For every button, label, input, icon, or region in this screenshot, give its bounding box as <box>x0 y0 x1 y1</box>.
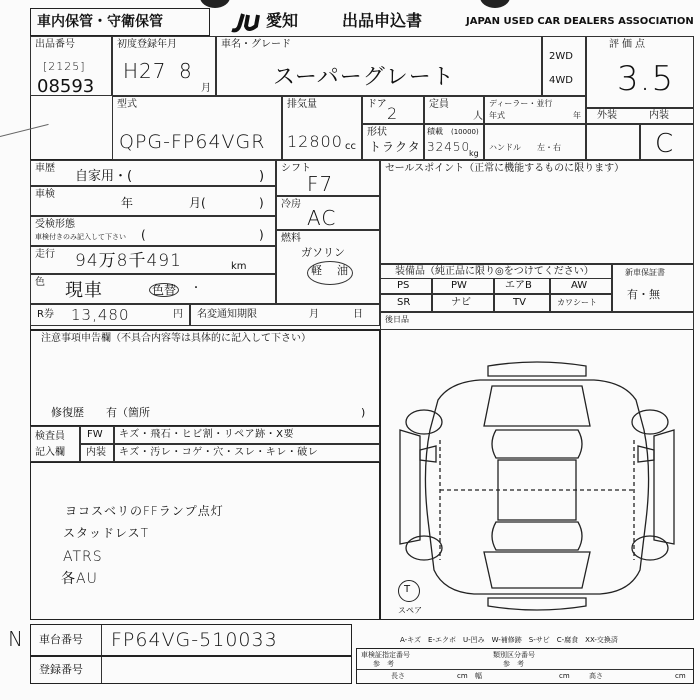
capacity-unit: 人 <box>473 111 483 122</box>
equip-tv-label: TV <box>513 297 526 308</box>
receipt-label: 受検形態 <box>35 219 75 230</box>
dealer-cell <box>484 96 586 124</box>
recycle-value: 13,480 <box>71 306 130 324</box>
registration-year: H27 <box>123 59 167 83</box>
scan-hole-mark <box>480 0 510 8</box>
class-label: 類別区分番号 <box>493 651 535 659</box>
repair-close: ) <box>361 406 366 419</box>
back-date-label: 後日品 <box>385 315 409 324</box>
shape-label: 形状 <box>367 127 387 138</box>
load-sub: (10000) <box>451 128 479 136</box>
history-close: ) <box>259 169 265 184</box>
interior-grade: C <box>655 129 675 159</box>
drive-4wd: 4WD <box>549 75 573 86</box>
chassis-cell <box>30 624 352 656</box>
color-cell <box>30 274 276 304</box>
car-name-value: スーパーグレート <box>273 65 455 90</box>
damage-legend: A-キズ E-エクボ U-凹み W-補修跡 S-サビ C-腐食 XX-交換済 <box>400 636 618 644</box>
shift-value: F7 <box>307 172 334 196</box>
cert-ref: 参 考 <box>373 660 394 668</box>
handwritten-area <box>30 462 380 620</box>
equip-ps <box>380 278 432 294</box>
doors-value: 2 <box>387 104 399 123</box>
brand-name: 愛知 <box>266 11 299 30</box>
fuel-gasoline: ガソリン <box>301 246 345 259</box>
registration-month-unit: 月 <box>201 83 211 94</box>
back-date-cell <box>380 312 694 330</box>
inspection-close: ) <box>259 196 264 210</box>
lot-bracket: [2125] <box>43 60 86 73</box>
height-unit: cm <box>675 672 686 680</box>
fuel-circle-mark <box>307 261 353 285</box>
length-unit: cm <box>457 672 468 680</box>
inspector-int: 内装 <box>86 447 106 458</box>
fuel-cell <box>276 230 380 304</box>
cert-box <box>356 648 694 684</box>
hand-note-4: 各AU <box>61 571 98 587</box>
doors-label: ドア <box>367 99 387 110</box>
name-change-label: 名変通知期限 <box>197 309 257 320</box>
lot-cell <box>30 36 112 96</box>
displacement-cell <box>282 96 362 160</box>
inspection-label: 車検 <box>35 189 55 200</box>
form-title: 出品申込書 <box>342 11 423 30</box>
registration-no-label: 登録番号 <box>39 663 83 676</box>
drive-cell <box>542 36 586 96</box>
class-ref: 参 考 <box>503 660 524 668</box>
load-label: 積載 <box>427 127 443 136</box>
equip-navi <box>432 294 494 312</box>
recycle-cell <box>30 304 190 326</box>
chassis-divider <box>101 625 102 655</box>
storage-banner-text: 車内保管・守衛保管 <box>37 14 163 30</box>
margin-mark: N <box>8 627 24 651</box>
inspector-row1 <box>114 426 380 444</box>
inspector-int-cell <box>80 444 114 462</box>
shape-value: トラクタ <box>369 140 421 154</box>
equip-tv <box>494 294 550 312</box>
mileage-value: 94万8千491 <box>75 251 182 271</box>
color-dash: ・ <box>191 283 201 294</box>
equipment-label: 装備品（純正品に限り◎をつけてください） <box>395 266 594 277</box>
warranty-cell <box>612 264 694 312</box>
registration-cell <box>112 36 216 96</box>
aircon-value: AC <box>307 206 337 230</box>
load-cell <box>424 124 484 160</box>
receipt-close: ) <box>259 228 264 242</box>
warranty-label: 新車保証書 <box>625 268 665 277</box>
scan-hole-mark <box>200 0 230 8</box>
handle-options: 左・右 <box>537 143 561 152</box>
cert-label: 車検証指定番号 <box>361 651 410 659</box>
car-name-label: 車名・グレード <box>221 39 291 50</box>
equip-airbag <box>494 278 550 294</box>
registration-no-cell <box>30 656 352 684</box>
inspector-entry-label: 記入欄 <box>35 447 65 458</box>
mileage-unit: km <box>231 261 247 272</box>
dealer-label: ディーラー・並行 <box>489 99 553 108</box>
displacement-unit: cc <box>345 141 356 152</box>
equip-sr-label: SR <box>397 297 411 308</box>
aircon-cell <box>276 196 380 230</box>
mileage-label: 走行 <box>35 249 55 260</box>
hand-note-3: ATRS <box>63 549 103 565</box>
equip-ps-label: PS <box>397 280 410 291</box>
equip-aw-label: AW <box>571 280 588 291</box>
notes-box <box>30 330 380 426</box>
handle-label: ハンドル <box>489 143 521 152</box>
color-value: 現車 <box>65 280 103 301</box>
car-name-cell <box>216 36 542 96</box>
evaluation-label: 評価点 <box>609 39 648 50</box>
model-label: 型式 <box>117 99 137 110</box>
equip-sr <box>380 294 432 312</box>
inspector-row1-text: キズ・飛石・ヒビ割・リペア跡・X要 <box>119 429 294 440</box>
model-value: QPG-FP64VGR <box>119 131 266 153</box>
displacement-label: 排気量 <box>287 99 317 110</box>
history-cell <box>30 160 276 186</box>
height-label: 高さ <box>589 672 603 680</box>
inspector-label: 検査員 <box>35 431 65 442</box>
inspector-row2-text: キズ・汚レ・コゲ・穴・スレ・キレ・破レ <box>119 447 319 458</box>
registration-label: 初度登録年月 <box>117 39 177 50</box>
shift-label: シフト <box>281 163 311 174</box>
equip-airbag-label: エアB <box>505 280 532 291</box>
equip-leather <box>550 294 612 312</box>
hand-note-1: ヨコスベリのFFランプ点灯 <box>65 504 224 518</box>
fuel-oil: 油 <box>337 264 348 277</box>
association-name: JAPAN USED CAR DEALERS ASSOCIATION <box>466 16 694 27</box>
equip-navi-label: ナビ <box>451 297 471 308</box>
model-cell <box>112 96 282 160</box>
interior-label: 内装 <box>649 110 669 121</box>
equip-pw-label: PW <box>451 280 467 291</box>
color-label: 色 <box>35 277 45 288</box>
fuel-label: 燃料 <box>281 233 301 244</box>
handle-cell <box>484 124 586 160</box>
warranty-options: 有・無 <box>627 288 660 301</box>
evaluation-cell <box>586 36 694 108</box>
capacity-cell <box>424 96 484 124</box>
doors-cell <box>362 96 424 124</box>
recycle-label: R券 <box>37 309 54 320</box>
drive-2wd: 2WD <box>549 51 573 62</box>
spare-mark: T <box>404 584 411 595</box>
fuel-light: 軽 <box>311 264 322 277</box>
capacity-label: 定員 <box>429 99 449 110</box>
ext-int-header <box>586 108 694 124</box>
name-change-day: 日 <box>353 309 363 320</box>
inspection-year: 年 <box>121 196 134 210</box>
equip-pw <box>432 278 494 294</box>
registration-month: 8 <box>179 59 193 83</box>
interior-grade-cell <box>640 124 694 160</box>
history-label: 車歴 <box>35 163 55 174</box>
sales-point-label: セールスポイント（正常に機能するものに限ります） <box>385 163 625 174</box>
width-label: 幅 <box>475 672 482 680</box>
hand-note-2: スタッドレスT <box>63 526 149 540</box>
history-value: 自家用・( <box>75 169 133 184</box>
color-change: 色替 <box>149 283 179 297</box>
name-change-cell <box>190 304 380 326</box>
receipt-paren: ( <box>141 228 146 242</box>
receipt-note: 車検付きのみ記入して下さい <box>35 233 126 241</box>
lot-label: 出品番号 <box>35 39 75 50</box>
sales-point-cell <box>380 160 694 264</box>
chassis-number: FP64VG-510033 <box>111 629 278 651</box>
load-value: 32450 <box>427 140 471 154</box>
inspection-month: 月( <box>189 196 206 210</box>
inspector-label-cell <box>30 426 80 462</box>
exterior-label: 外装 <box>597 110 617 121</box>
lot-number: 08593 <box>37 76 95 97</box>
storage-banner <box>30 8 210 36</box>
year-label: 年式 <box>489 111 505 120</box>
load-unit: kg <box>469 149 479 158</box>
shape-cell <box>362 124 424 160</box>
aircon-label: 冷房 <box>281 199 301 210</box>
recycle-unit: 円 <box>173 309 183 320</box>
mileage-cell <box>30 246 276 274</box>
displacement-value: 12800 <box>287 132 343 151</box>
inspector-row2 <box>114 444 380 462</box>
spare-label: スペア <box>398 606 422 615</box>
inspector-fw-cell <box>80 426 114 444</box>
notes-label: 注意事項申告欄（不具合内容等は具体的に記入して下さい） <box>41 333 311 344</box>
inspector-fw: FW <box>87 429 103 440</box>
registration-divider <box>101 657 102 683</box>
evaluation-score: 3.5 <box>617 59 675 99</box>
vehicle-diagram <box>380 330 694 620</box>
shift-cell <box>276 160 380 196</box>
repair-label: 修復歴 有（箇所 <box>51 406 150 419</box>
length-label: 長さ <box>391 672 405 680</box>
width-unit: cm <box>559 672 570 680</box>
equip-aw <box>550 278 612 294</box>
spare-icon <box>398 580 420 602</box>
inspection-cell <box>30 186 276 216</box>
exterior-grade-cell <box>586 124 640 160</box>
receipt-cell <box>30 216 276 246</box>
equip-leather-label: カワシート <box>557 298 597 307</box>
cert-divider <box>357 669 693 670</box>
name-change-month: 月 <box>309 309 319 320</box>
year-unit: 年 <box>573 111 581 120</box>
chassis-label: 車台番号 <box>39 633 83 646</box>
